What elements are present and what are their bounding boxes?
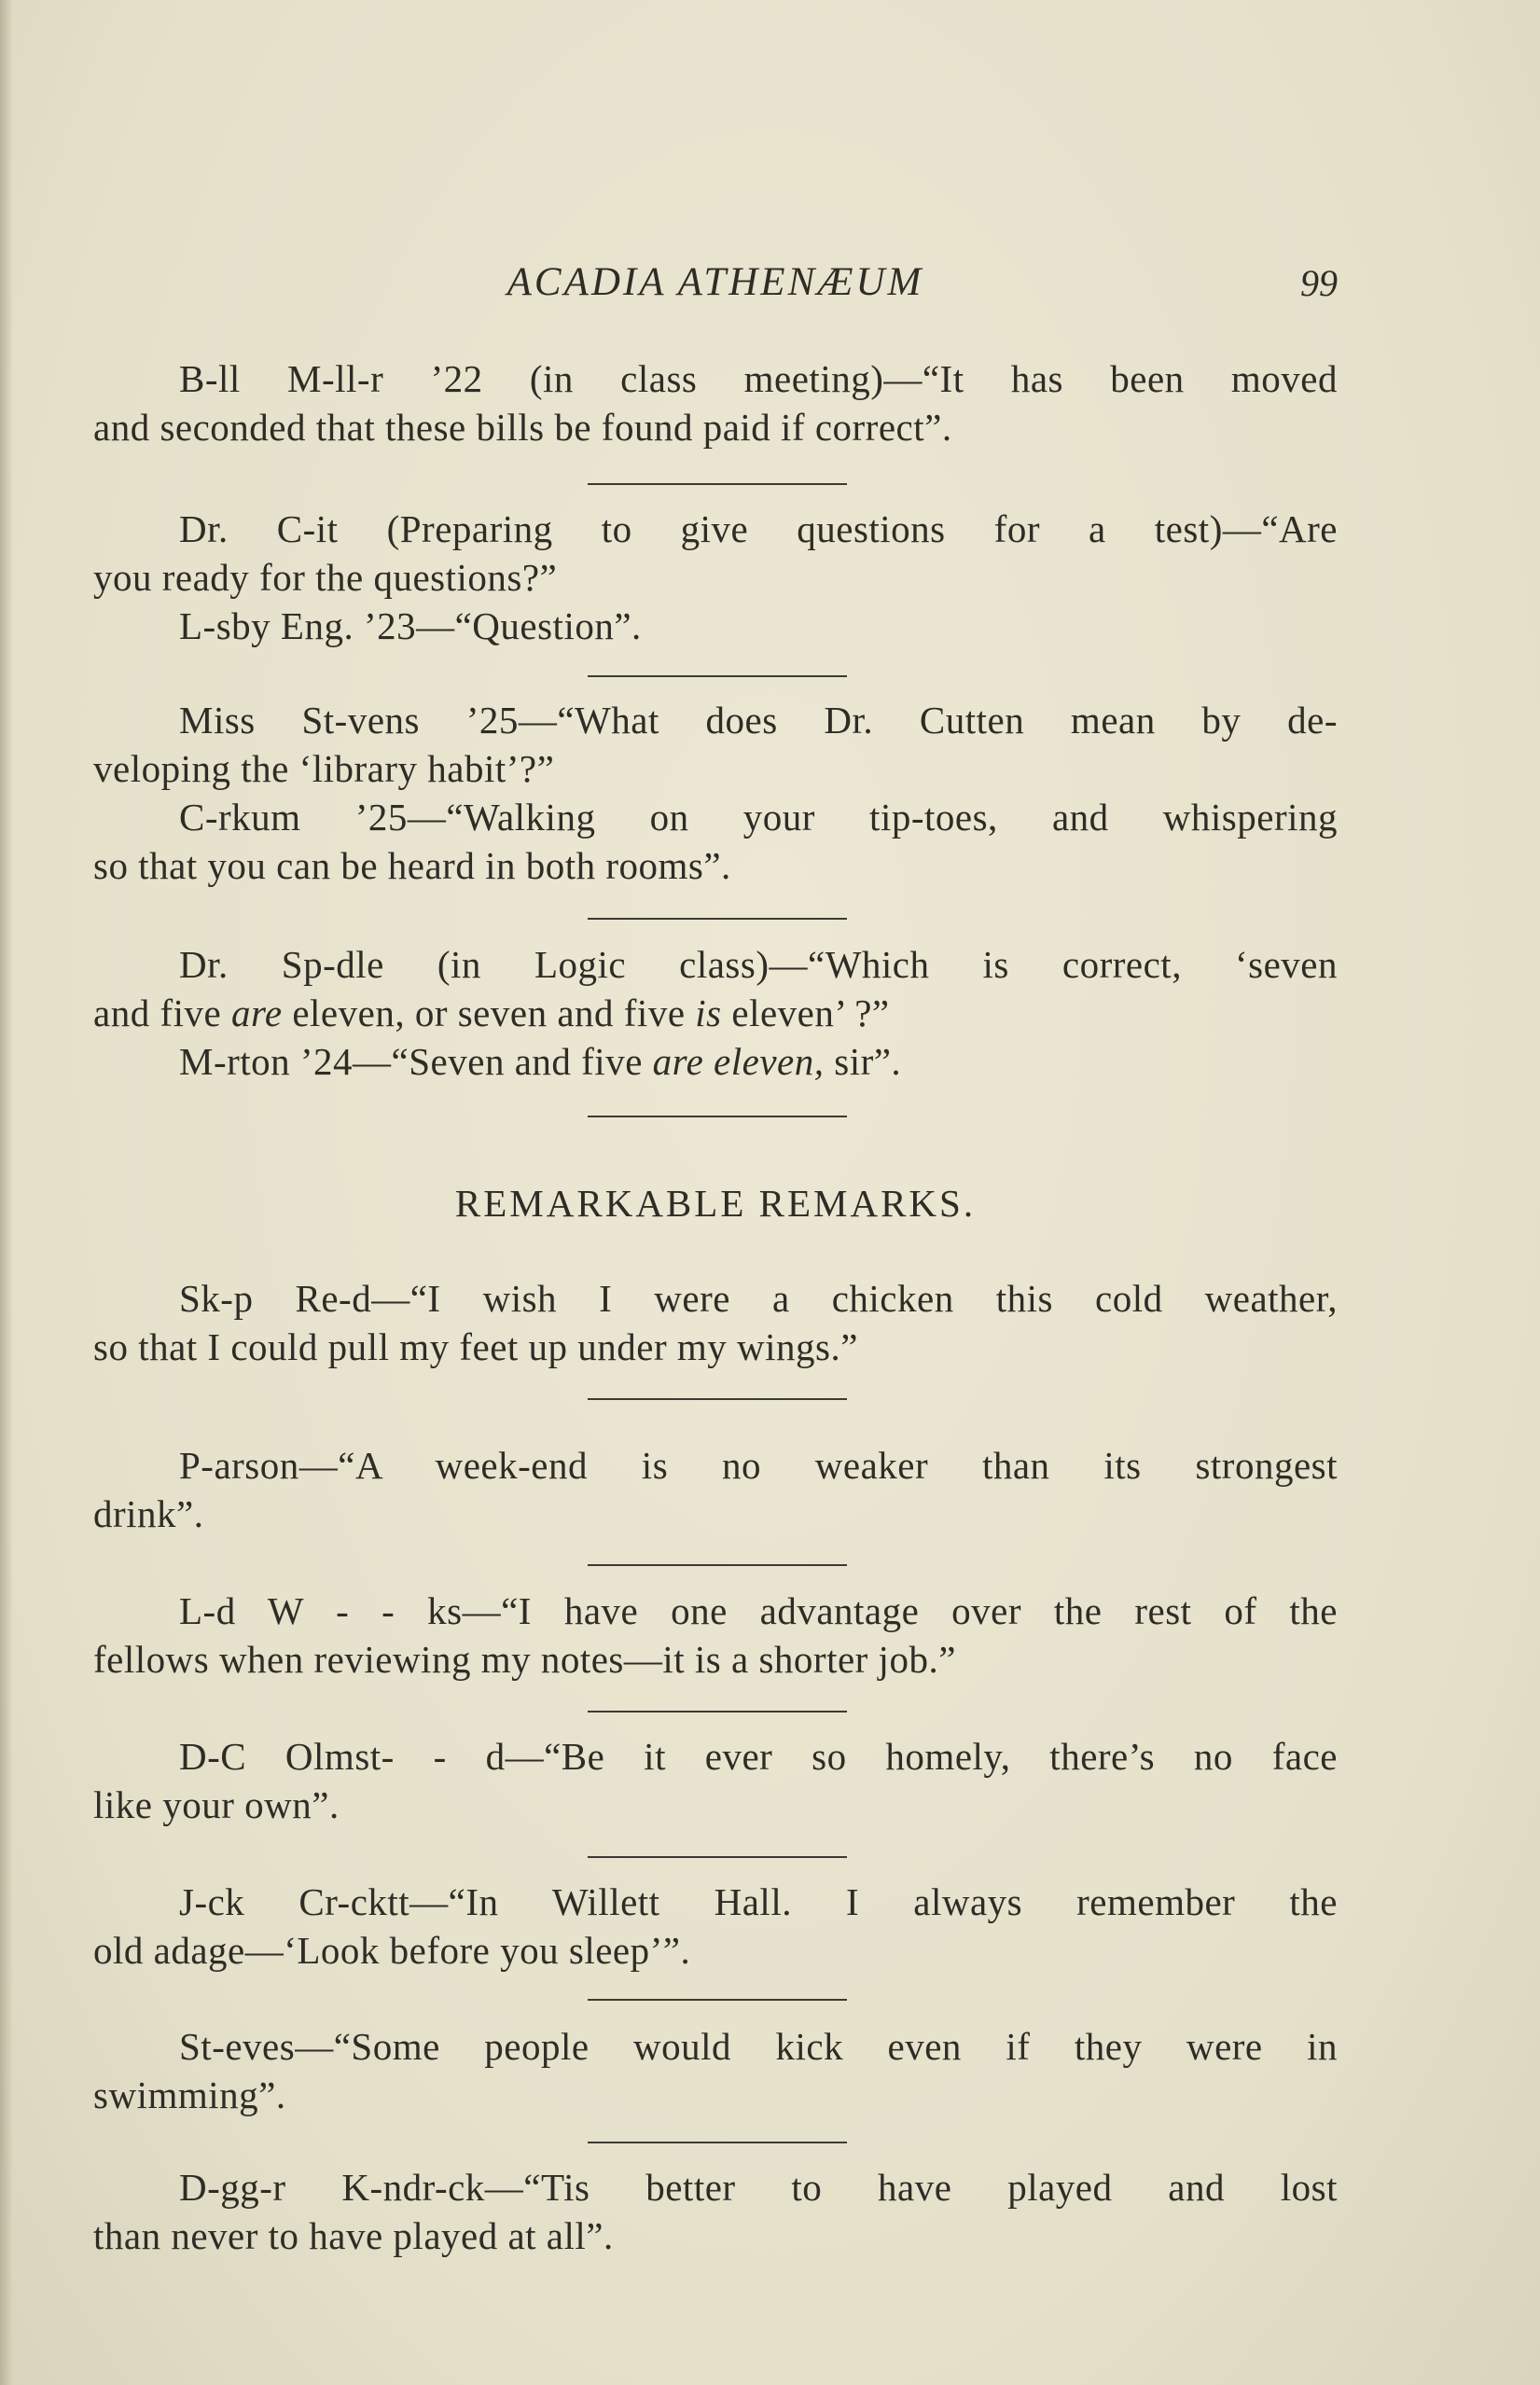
text-line: P-arson—“A week-end is no weaker than its strongest [179,1444,1338,1487]
joke-entry [93,505,1338,650]
text-line: drink”. [93,1492,204,1535]
remark-entry [93,1587,1338,1684]
text-line: so that you can be heard in both rooms”. [93,844,731,887]
separator-rule [588,1711,847,1712]
remark-entry [93,1441,1338,1538]
running-title: ACADIA ATHENÆUM [506,260,924,304]
separator-rule [588,1116,847,1117]
text-line: B-ll M-ll-r ’22 (in class meeting)—“It has been moved [179,357,1338,400]
separator-rule [588,675,847,677]
separator-rule [588,483,847,485]
text-line: Dr. C-it (Preparing to give questions for a test)—“Are [179,507,1338,550]
text-line: Dr. Sp-dle (in Logic class)—“Which is correct, ‘seven [179,943,1338,986]
remark-entry [93,2022,1338,2119]
separator-rule [588,1564,847,1566]
text-line: C-rkum ’25—“Walking on your tip-toes, and whispering [179,796,1338,839]
text-line: Miss St-vens ’25—“What does Dr. Cutten mean by de- [179,699,1338,742]
text-line: so that I could pull my feet up under my wings.” [93,1325,858,1368]
joke-entry [93,696,1338,890]
page-number: 99 [1300,262,1338,304]
remark-entry [93,1878,1338,1975]
text-line: like your own”. [93,1783,340,1826]
italic-emphasis: is [695,991,722,1034]
document-page [93,0,1338,2385]
section-heading: REMARKABLE REMARKS. [454,1182,977,1225]
text-line: you ready for the questions?” [93,556,558,599]
page-edge-shadow [0,0,13,2385]
text-line: L-d W - - ks—“I have one advantage over the rest of the [179,1589,1338,1632]
text-line: than never to have played at all”. [93,2214,614,2257]
text-line: fellows when reviewing my notes—it is a shorter job.” [93,1638,956,1681]
text-line: St-eves—“Some people would kick even if they were in [179,2025,1338,2068]
text-line: and five are eleven, or seven and five is eleven’ ?” [93,991,890,1034]
remark-entry [93,2163,1338,2260]
running-header [93,259,1338,315]
text-line: J-ck Cr-cktt—“In Willett Hall. I always remember the [179,1880,1338,1923]
separator-rule [588,918,847,920]
text-line: Sk-p Re-d—“I wish I were a chicken this cold weather, [179,1277,1338,1320]
separator-rule [588,1398,847,1400]
text-line: swimming”. [93,2073,286,2116]
separator-rule [588,1999,847,2001]
text-line: and seconded that these bills be found paid if correct”. [93,406,952,449]
joke-entry [93,354,1338,451]
remark-entry [93,1274,1338,1371]
italic-emphasis: are [230,991,283,1034]
text-line: L-sby Eng. ’23—“Question”. [179,604,642,647]
separator-rule [588,1856,847,1858]
remark-entry [93,1732,1338,1829]
text-line: veloping the ‘library habit’?” [93,747,555,790]
joke-entry [93,940,1338,1086]
separator-rule [588,2142,847,2143]
text-line: D-gg-r K-ndr-ck—“Tis better to have played and lost [179,2166,1338,2209]
text-line: M-rton ’24—“Seven and five are eleven, sir”. [179,1040,902,1083]
text-line: old adage—‘Look before you sleep’”. [93,1929,691,1972]
text-line: D-C Olmst- - d—“Be it ever so homely, there’s no face [179,1735,1338,1778]
italic-emphasis: are eleven, [652,1040,825,1083]
